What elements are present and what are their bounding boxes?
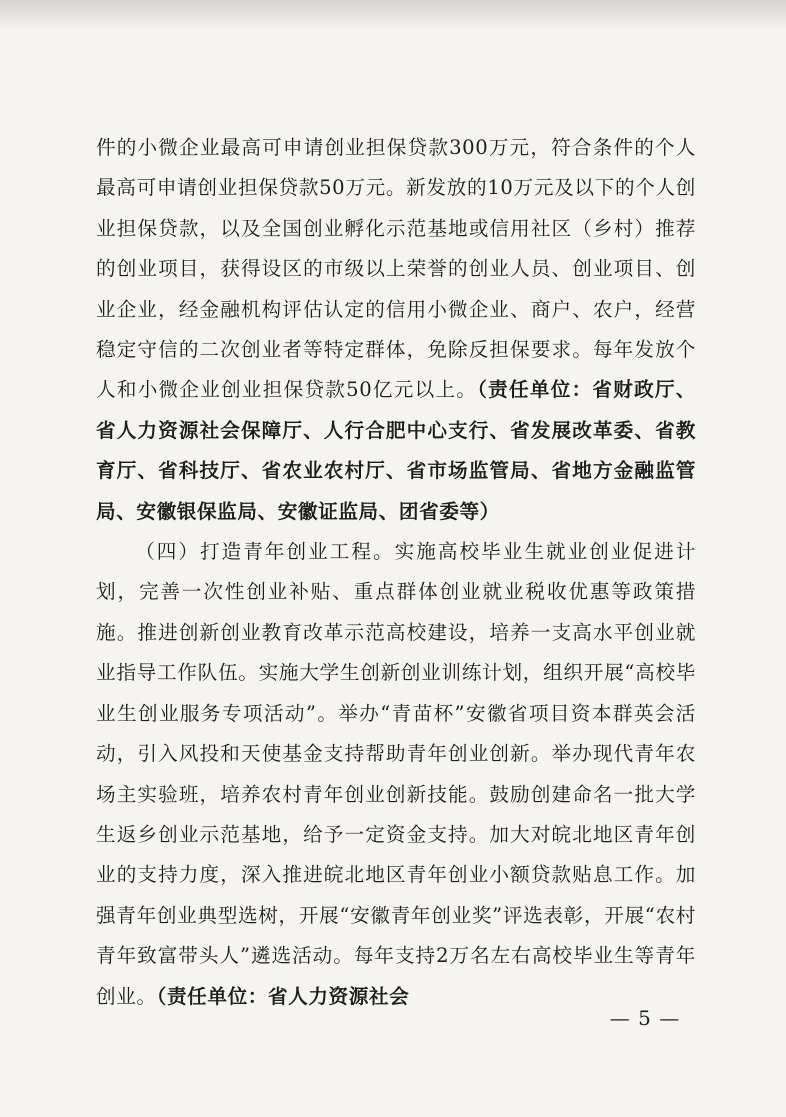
- paragraph-loan-policy-text: 件的小微企业最高可申请创业担保贷款300万元，符合条件的个人最高可申请创业担保贷款50万元。新发放的10万元及以下的个人创业担保贷款，以及全国创业孵化示范基地或信用社区（乡村）推荐的创业项目，获得设区的市级以上荣誉的创业人员、创业项目、创业企业，经金融机构评估认定的信用小微企业、商户、农户，经营稳定守信的二次创业者等特定群体，免除反担保要求。每年发放个人和小微企业创业担保贷款50亿元以上。: [96, 136, 696, 402]
- scan-top-shadow: [0, 0, 786, 30]
- paragraph-youth-entrepreneurship: [96, 532, 696, 1017]
- responsibility-units-2: （责任单位：省人力资源社会: [156, 984, 410, 1008]
- paragraph-youth-entrepreneurship-text: （四）打造青年创业工程。实施高校毕业生就业创业促进计划，完善一次性创业补贴、重点群体创业就业税收优惠等政策措施。推进创新创业教育改革示范高校建设，培养一支高水平创业就业指导工作队伍。实施大学生创新创业训练计划，组织开展“高校毕业生创业服务专项活动”。举办“青苗杯”安徽省项目资本群英会活动，引入风投和天使基金支持帮助青年创业创新。举办现代青年农场主实验班，培养农村青年创业创新技能。鼓励创建命名一批大学生返乡创业示范基地，给予一定资金支持。加大对皖北地区青年创业的支持力度，深入推进皖北地区青年创业小额贷款贴息工作。加强青年创业典型选树，开展“安徽青年创业奖”评选表彰，开展“农村青年致富带头人”遴选活动。每年支持2万名左右高校毕业生等青年创业。: [96, 540, 696, 1008]
- paragraph-loan-policy: [96, 128, 696, 532]
- document-body: [96, 128, 696, 1017]
- page-number: — 5 —: [609, 1006, 681, 1030]
- responsibility-units-1: （责任单位：省财政厅、省人力资源社会保障厅、人行合肥中心支行、省发展改革委、省教育厅、省科技厅、省农业农村厅、省市场监管局、省地方金融监管局、安徽银保监局、安徽证监局、团省委等）: [96, 378, 696, 523]
